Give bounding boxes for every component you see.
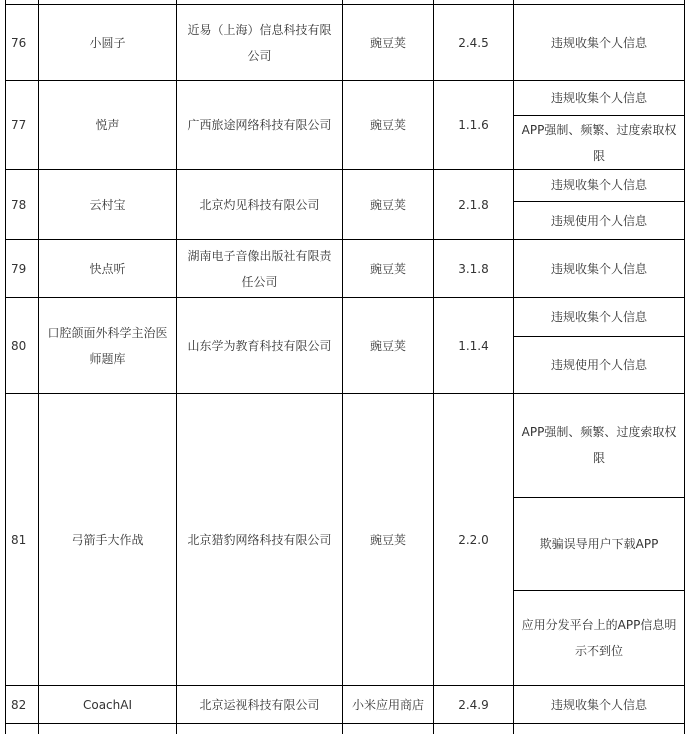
app-store: 豌豆荚	[342, 240, 433, 297]
table-row	[5, 5, 685, 81]
table-row	[5, 686, 685, 724]
company-name: 山东学为教育科技有限公司	[176, 298, 342, 393]
app-version: 3.1.8	[433, 240, 513, 297]
row-number: 82	[5, 686, 38, 723]
app-version: 1.1.4	[433, 298, 513, 393]
table-cell	[342, 0, 433, 4]
row-number: 80	[5, 298, 38, 393]
table-row	[5, 240, 685, 298]
app-name: 口腔颌面外科学主治医师题库	[38, 298, 176, 393]
issues-cell	[513, 170, 685, 239]
table-cell	[5, 0, 38, 4]
table-cell	[342, 724, 433, 734]
app-store: 豌豆荚	[342, 170, 433, 239]
app-version: 2.2.0	[433, 394, 513, 685]
table-row	[5, 81, 685, 170]
company-name: 湖南电子音像出版社有限责任公司	[176, 240, 342, 297]
app-store: 豌豆荚	[342, 81, 433, 169]
table-row-partial	[5, 724, 685, 734]
table-row	[5, 394, 685, 686]
app-store: 豌豆荚	[342, 298, 433, 393]
issue-item: 欺骗误导用户下载APP	[514, 497, 684, 590]
row-number: 76	[5, 5, 38, 80]
issues-cell	[513, 686, 685, 723]
issues-cell	[513, 394, 685, 685]
row-number: 81	[5, 394, 38, 685]
app-store: 豌豆荚	[342, 394, 433, 685]
issue-item: 违规收集个人信息	[550, 35, 647, 50]
issue-item: 违规收集个人信息	[550, 697, 647, 712]
issue-item: 应用分发平台上的APP信息明示不到位	[514, 590, 684, 686]
table-cell	[513, 724, 685, 734]
app-version: 2.4.5	[433, 5, 513, 80]
table-cell	[38, 0, 176, 4]
issue-item: APP强制、频繁、过度索取权限	[514, 115, 684, 170]
app-name: 小圆子	[38, 5, 176, 80]
app-name: 悦声	[38, 81, 176, 169]
row-number: 79	[5, 240, 38, 297]
company-name: 北京猎豹网络科技有限公司	[176, 394, 342, 685]
app-name: CoachAI	[38, 686, 176, 723]
app-version: 2.1.8	[433, 170, 513, 239]
issue-item: 违规收集个人信息	[550, 261, 647, 276]
app-store: 小米应用商店	[342, 686, 433, 723]
issue-item: 违规使用个人信息	[514, 336, 684, 394]
issues-cell	[513, 81, 685, 169]
table-cell	[5, 724, 38, 734]
issues-cell	[513, 298, 685, 393]
table-cell	[176, 724, 342, 734]
app-name: 弓箭手大作战	[38, 394, 176, 685]
app-name: 快点听	[38, 240, 176, 297]
issues-cell	[513, 240, 685, 297]
table-row	[5, 170, 685, 240]
table-cell	[38, 724, 176, 734]
company-name: 广西旅途网络科技有限公司	[176, 81, 342, 169]
company-name: 北京运视科技有限公司	[176, 686, 342, 723]
table-row	[5, 298, 685, 394]
app-version: 2.4.9	[433, 686, 513, 723]
violations-table	[5, 0, 685, 734]
company-name: 近易（上海）信息科技有限公司	[176, 5, 342, 80]
table-cell	[513, 0, 685, 4]
table-cell	[433, 0, 513, 4]
app-store: 豌豆荚	[342, 5, 433, 80]
app-version: 1.1.6	[433, 81, 513, 169]
table-cell	[176, 0, 342, 4]
row-number: 77	[5, 81, 38, 169]
issues-cell	[513, 5, 685, 80]
table-cell	[433, 724, 513, 734]
issue-item: 违规收集个人信息	[550, 178, 647, 192]
issue-item: 违规收集个人信息	[550, 309, 647, 324]
company-name: 北京灼见科技有限公司	[176, 170, 342, 239]
row-number: 78	[5, 170, 38, 239]
issue-item: APP强制、频繁、过度索取权限	[521, 425, 677, 465]
issue-item: 违规使用个人信息	[514, 201, 684, 240]
app-name: 云村宝	[38, 170, 176, 239]
issue-item: 违规收集个人信息	[550, 90, 647, 105]
